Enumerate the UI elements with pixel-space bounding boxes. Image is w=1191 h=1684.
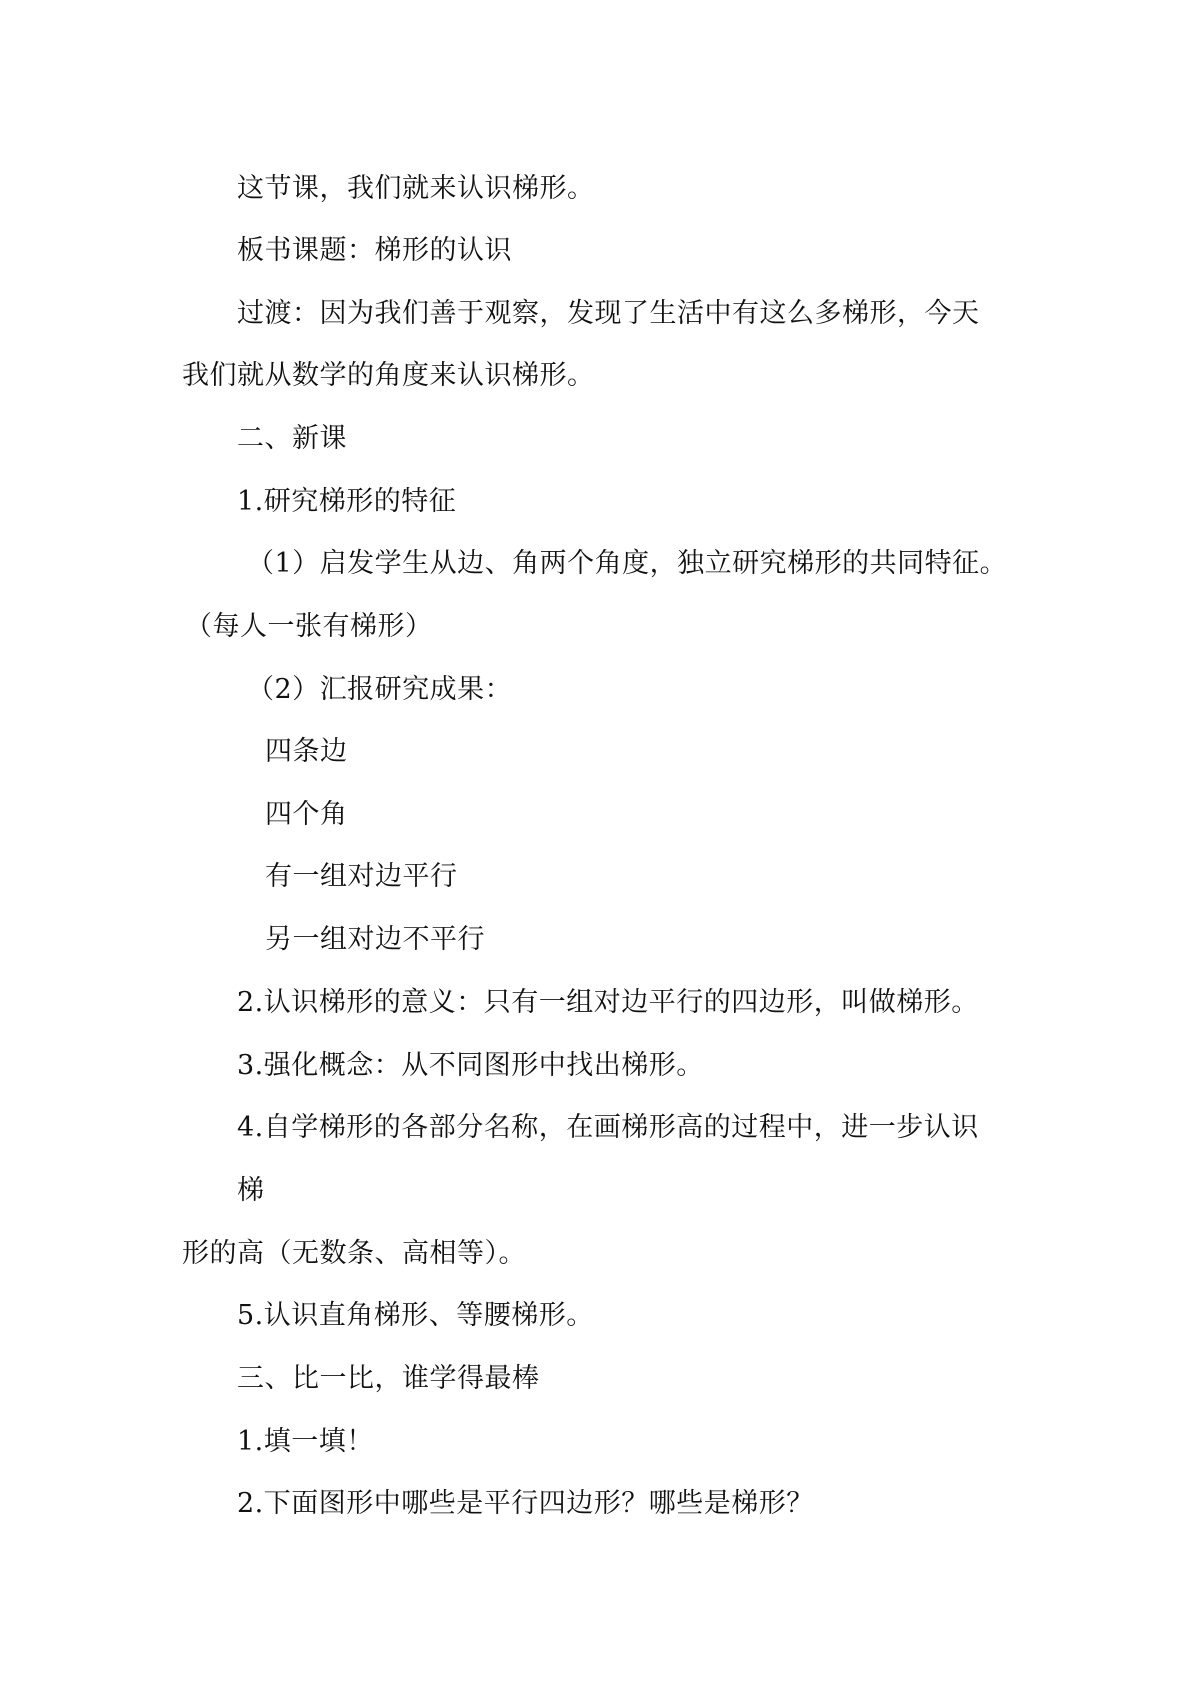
- text-line-item-4-cont: 形的高（无数条、高相等）。: [182, 1238, 526, 1269]
- text-line-sub-1-cont: （每人一张有梯形）: [185, 611, 433, 642]
- text-line-fill-in: 1.填一填！: [237, 1426, 374, 1457]
- text-line-item-4-wrap: 梯: [237, 1175, 265, 1206]
- text-line-item-3: 3.强化概念：从不同图形中找出梯形。: [237, 1050, 704, 1081]
- text-line-item-1: 1.研究梯形的特征: [237, 486, 457, 517]
- text-line-item-4: 4.自学梯形的各部分名称，在画梯形高的过程中，进一步认识: [237, 1112, 979, 1143]
- text-line-sub-2: （2）汇报研究成果：: [247, 674, 513, 705]
- list-item-four-sides: 四条边: [265, 736, 348, 767]
- section-heading-new-lesson: 二、新课: [237, 423, 347, 454]
- list-item-one-pair-parallel: 有一组对边平行: [265, 861, 458, 892]
- text-line-item-5: 5.认识直角梯形、等腰梯形。: [237, 1300, 594, 1331]
- text-line-item-2: 2.认识梯形的意义：只有一组对边平行的四边形，叫做梯形。: [237, 987, 979, 1018]
- text-line-transition-cont: 我们就从数学的角度来认识梯形。: [182, 360, 595, 391]
- text-line-board-title: 板书课题：梯形的认识: [237, 235, 512, 266]
- text-line-intro: 这节课，我们就来认识梯形。: [237, 173, 595, 204]
- list-item-other-pair-not-parallel: 另一组对边不平行: [265, 924, 485, 955]
- text-line-sub-1: （1）启发学生从边、角两个角度，独立研究梯形的共同特征。: [247, 548, 1008, 579]
- text-line-transition: 过渡：因为我们善于观察，发现了生活中有这么多梯形，今天: [237, 298, 980, 329]
- section-heading-compare: 三、比一比，谁学得最棒: [237, 1363, 540, 1394]
- list-item-four-angles: 四个角: [265, 799, 348, 830]
- text-line-question: 2.下面图形中哪些是平行四边形？哪些是梯形？: [237, 1488, 814, 1519]
